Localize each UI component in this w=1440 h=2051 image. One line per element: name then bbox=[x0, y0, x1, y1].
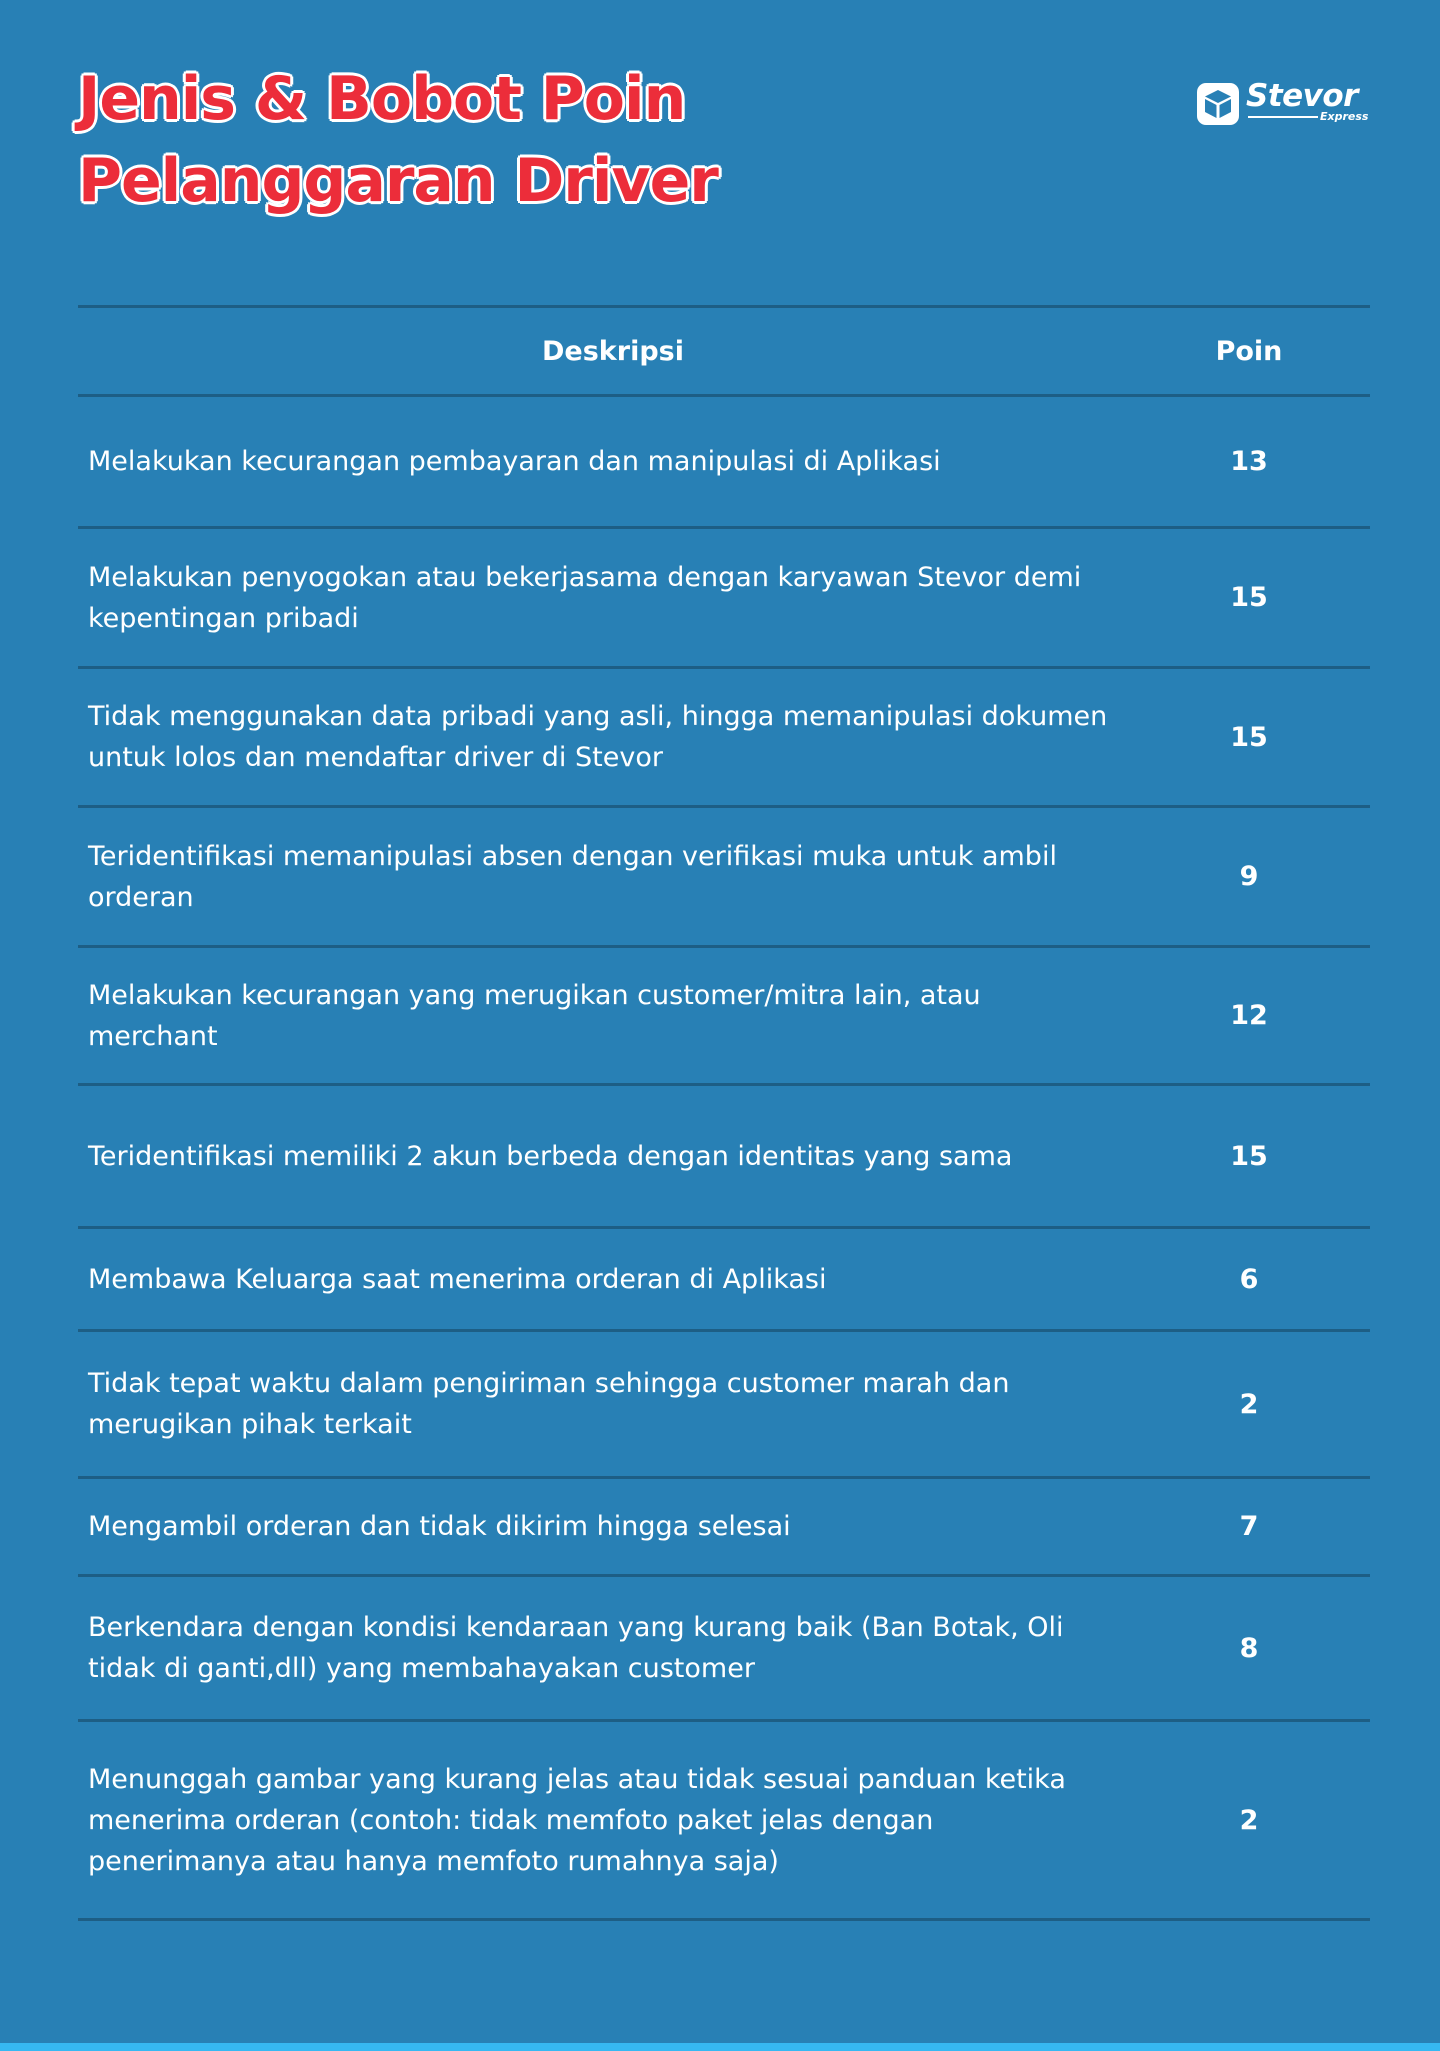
header-description: Deskripsi bbox=[542, 335, 684, 367]
table-row bbox=[78, 397, 1370, 529]
table-row bbox=[78, 1332, 1370, 1479]
row-points: 15 bbox=[1230, 1140, 1268, 1172]
bottom-accent-strip bbox=[0, 2043, 1440, 2051]
logo-wordmark: Stevor bbox=[1246, 78, 1358, 114]
row-description: Melakukan kecurangan pembayaran dan manipulasi di Aplikasi bbox=[88, 446, 941, 477]
page-title: Jenis & Bobot Poin Pelanggaran Driver bbox=[78, 64, 718, 216]
logo-subtitle: Express bbox=[1320, 110, 1369, 123]
table-row bbox=[78, 1722, 1370, 1921]
row-description: Tidak tepat waktu dalam pengiriman sehingga customer marah dan merugikan pihak terkait bbox=[88, 1368, 1010, 1440]
row-description: Melakukan penyogokan atau bekerjasama dengan karyawan Stevor demi kepentingan pribadi bbox=[88, 561, 1082, 634]
row-description: Teridentifikasi memiliki 2 akun berbeda dengan identitas yang sama bbox=[88, 1140, 1013, 1172]
table-row bbox=[78, 669, 1370, 808]
row-points: 15 bbox=[1230, 582, 1268, 613]
table-row bbox=[78, 1577, 1370, 1722]
header-points: Poin bbox=[1215, 335, 1283, 367]
row-description: Mengambil orderan dan tidak dikirim hingga selesai bbox=[88, 1511, 791, 1542]
row-points: 15 bbox=[1230, 721, 1268, 753]
row-description: Tidak menggunakan data pribadi yang asli, hingga memanipulasi dokumen untuk lolos dan mendaftar driver di Stevor bbox=[88, 701, 1108, 773]
row-description: Berkendara dengan kondisi kendaraan yang kurang baik (Ban Botak, Oli tidak di ganti,dll) yang membahayakan customer bbox=[88, 1612, 1064, 1684]
row-points: 13 bbox=[1230, 446, 1268, 477]
table-row bbox=[78, 948, 1370, 1086]
row-points: 2 bbox=[1239, 1804, 1259, 1836]
table-row bbox=[78, 1229, 1370, 1332]
table-row bbox=[78, 1479, 1370, 1577]
stevor-express-logo bbox=[1196, 78, 1372, 130]
row-description: Melakukan kecurangan yang merugikan customer/mitra lain, atau merchant bbox=[88, 979, 981, 1052]
table-row bbox=[78, 1086, 1370, 1229]
row-description: Teridentifikasi memanipulasi absen dengan verifikasi muka untuk ambil orderan bbox=[88, 840, 1057, 913]
row-points: 9 bbox=[1239, 861, 1259, 892]
row-points: 12 bbox=[1230, 1000, 1268, 1031]
row-points: 6 bbox=[1239, 1263, 1259, 1295]
table-header-row bbox=[78, 308, 1370, 397]
box-icon bbox=[1196, 82, 1240, 126]
row-points: 8 bbox=[1239, 1632, 1259, 1664]
row-points: 7 bbox=[1239, 1511, 1259, 1542]
row-points: 2 bbox=[1239, 1388, 1259, 1420]
row-description: Menunggah gambar yang kurang jelas atau tidak sesuai panduan ketika menerima orderan (contoh: tidak memfoto paket jelas dengan penerimanya atau hanya memfoto rumahnya saja) bbox=[88, 1763, 1066, 1877]
logo-underline bbox=[1248, 116, 1318, 118]
violation-points-table bbox=[78, 305, 1370, 1921]
table-row bbox=[78, 808, 1370, 948]
table-row bbox=[78, 529, 1370, 669]
row-description: Membawa Keluarga saat menerima orderan di Aplikasi bbox=[88, 1263, 827, 1295]
